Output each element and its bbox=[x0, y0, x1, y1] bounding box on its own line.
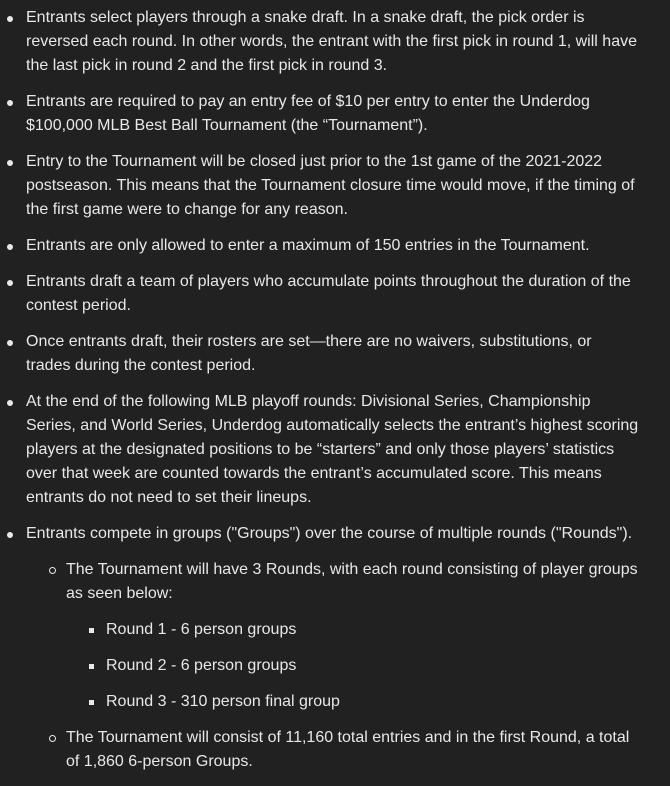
rounds-sublist bbox=[26, 558, 640, 774]
sub-rule-total-entries: The Tournament will consist of 11,160 total entries and in the first Round, a total of 1,860 6-person Groups. bbox=[66, 726, 640, 774]
round-3-groups: Round 3 - 310 person final group bbox=[106, 690, 640, 714]
rule-auto-starters: At the end of the following MLB playoff rounds: Divisional Series, Championship Series, and World Series, Underdog automatically selects the entrant’s highest scoring players at the designated positions to be “starters” and only those players’ statistics over that week are counted towards the entrant’s accumulated score. This means entrants do not need to set their lineups. bbox=[0, 390, 670, 510]
sub-rule-three-rounds bbox=[66, 558, 640, 714]
rules-list bbox=[0, 6, 670, 786]
rule-entry-closure: Entry to the Tournament will be closed just prior to the 1st game of the 2021-2022 postseason. This means that the Tournament closure time would move, if the timing of the first game were to change for any reason. bbox=[0, 150, 670, 222]
round-1-groups: Round 1 - 6 person groups bbox=[106, 618, 640, 642]
round-2-groups: Round 2 - 6 person groups bbox=[106, 654, 640, 678]
rule-snake-draft: Entrants select players through a snake draft. In a snake draft, the pick order is reversed each round. In other words, the entrant with the first pick in round 1, will have the last pick in round 2 and the first pick in round 3. bbox=[0, 6, 670, 78]
rule-max-entries: Entrants are only allowed to enter a maximum of 150 entries in the Tournament. bbox=[0, 234, 670, 258]
round-groups-list bbox=[66, 618, 640, 714]
rule-rosters-set: Once entrants draft, their rosters are set—there are no waivers, substitutions, or trades during the contest period. bbox=[0, 330, 670, 378]
rule-accumulate-points: Entrants draft a team of players who accumulate points throughout the duration of the contest period. bbox=[0, 270, 670, 318]
sub-rule-three-rounds-text: The Tournament will have 3 Rounds, with each round consisting of player groups as seen below: bbox=[66, 561, 638, 602]
rule-entry-fee: Entrants are required to pay an entry fee of $10 per entry to enter the Underdog $100,000 MLB Best Ball Tournament (the “Tournament”). bbox=[0, 90, 670, 138]
rule-groups-rounds-text: Entrants compete in groups ("Groups") over the course of multiple rounds ("Rounds"). bbox=[26, 525, 633, 542]
rule-groups-rounds bbox=[0, 522, 670, 774]
